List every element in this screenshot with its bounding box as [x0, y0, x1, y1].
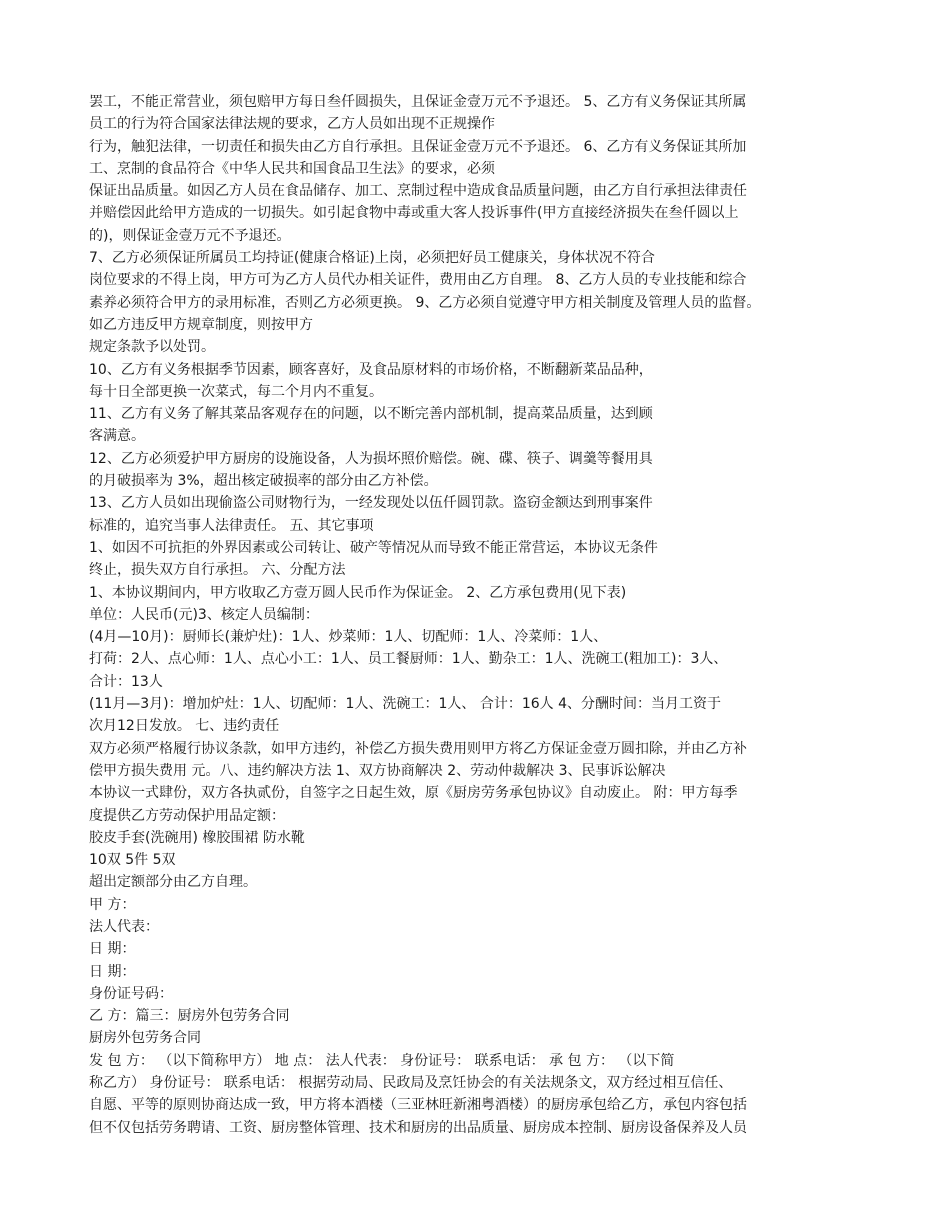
- text-line: 11、乙方有义务了解其菜品客观存在的问题，以不断完善内部机制，提高菜品质量，达到顾: [89, 406, 653, 423]
- text-line: 的月破损率为 3%，超出核定破损率的部分由乙方补偿。: [89, 473, 438, 490]
- text-line: 厨房外包劳务合同: [89, 1030, 201, 1047]
- text-line: 标准的，追究当事人法律责任。 五、其它事项: [89, 517, 374, 534]
- text-line: 7、乙方必须保证所属员工均持证(健康合格证)上岗，必须把好员工健康关，身体状况不符合: [89, 250, 655, 267]
- text-line: 甲 方：: [89, 896, 136, 913]
- text-line: 合计：13人: [89, 673, 163, 690]
- text-line: 打荷：2人、点心师：1人、点心小工：1人、员工餐厨师：1人、勤杂工：1人、洗碗工(粗加工)：3人、: [89, 651, 728, 668]
- text-line: 岗位要求的不得上岗，甲方可为乙方人员代办相关证件，费用由乙方自理。 8、乙方人员的专业技能和综合: [89, 272, 747, 289]
- text-line: 规定条款予以处罚。: [89, 339, 215, 356]
- text-line: (11月—3月)：增加炉灶：1人、切配师：1人、洗碗工：1人、 合计：16人 4、分酬时间：当月工资于: [89, 696, 721, 713]
- text-line: 乙 方：篇三：厨房外包劳务合同: [89, 1008, 290, 1025]
- text-line: 行为，触犯法律，一切责任和损失由乙方自行承担。且保证金壹万元不予退还。 6、乙方有义务保证其所加: [89, 138, 747, 155]
- text-line: 并赔偿因此给甲方造成的一切损失。如引起食物中毒或重大客人投诉事件(甲方直接经济损失在叁仟圆以上: [89, 205, 739, 222]
- text-line: 10、乙方有义务根据季节因素，顾客喜好，及食品原材料的市场价格，不断翻新菜品品种，: [89, 361, 653, 378]
- text-line: (4月—10月)：厨师长(兼炉灶)：1人、炒菜师：1人、切配师：1人、冷菜师：1人、: [89, 629, 608, 646]
- text-line: 罢工，不能正常营业，须包赔甲方每日叁仟圆损失，且保证金壹万元不予退还。 5、乙方有义务保证其所属: [89, 94, 747, 110]
- text-line: 超出定额部分由乙方自理。: [89, 874, 257, 891]
- document-body: [89, 91, 864, 1139]
- text-line: 但不仅包括劳务聘请、工资、厨房整体管理、技术和厨房的出品质量、厨房成本控制、厨房设备保养及人员: [89, 1119, 747, 1136]
- text-line: 客满意。: [89, 428, 145, 445]
- text-line: 次月12日发放。 七、违约责任: [89, 718, 280, 735]
- text-line: 双方必须严格履行协议条款，如甲方违约，补偿乙方损失费用则甲方将乙方保证金壹万圆扣除，并由乙方补: [89, 740, 747, 757]
- text-line: 度提供乙方劳动保护用品定额：: [89, 807, 285, 824]
- text-line: 12、乙方必须爱护甲方厨房的设施设备，人为损坏照价赔偿。碗、碟、筷子、调羹等餐用具: [89, 450, 653, 467]
- text-line: 偿甲方损失费用 元。八、违约解决方法 1、双方协商解决 2、劳动仲裁解决 3、民事诉讼解决: [89, 762, 666, 779]
- text-line: 发 包 方： （以下简称甲方） 地 点： 法人代表： 身份证号： 联系电话： 承 包 方： （以下简: [89, 1052, 675, 1069]
- text-line: 员工的行为符合国家法律法规的要求，乙方人员如出现不正规操作: [89, 116, 495, 133]
- text-line: 1、本协议期间内，甲方收取乙方壹万圆人民币作为保证金。 2、乙方承包费用(见下表): [89, 584, 627, 601]
- text-line: 本协议一式肆份，双方各执贰份，自签字之日起生效，原《厨房劳务承包协议》自动废止。 附：甲方每季: [89, 785, 738, 802]
- text-line: 终止，损失双方自行承担。 六、分配方法: [89, 562, 346, 579]
- text-line: 如乙方违反甲方规章制度，则按甲方: [89, 316, 313, 333]
- text-line: 日 期：: [89, 941, 136, 958]
- text-line: 胶皮手套(洗碗用) 橡胶围裙 防水靴: [89, 829, 305, 846]
- text-line: 保证出品质量。如因乙方人员在食品储存、加工、烹制过程中造成食品质量问题，由乙方自行承担法律责任: [89, 183, 747, 200]
- text-line: 1、如因不可抗拒的外界因素或公司转让、破产等情况从而导致不能正常营运，本协议无条件: [89, 539, 658, 556]
- text-line: 身份证号码：: [89, 985, 173, 1002]
- text-line: 日 期：: [89, 963, 136, 980]
- text-line: 称乙方） 身份证号： 联系电话： 根据劳动局、民政局及烹饪协会的有关法规条文，双方经过相互信任、: [89, 1075, 733, 1092]
- text-line: 素养必须符合甲方的录用标准，否则乙方必须更换。 9、乙方必须自觉遵守甲方相关制度及管理人员的监督。: [89, 294, 761, 311]
- text-line: 每十日全部更换一次菜式，每二个月内不重复。: [89, 383, 383, 400]
- text-line: 的)，则保证金壹万元不予退还。: [89, 227, 291, 244]
- text-line: 单位：人民币(元)3、核定人员编制：: [89, 606, 319, 623]
- text-line: 13、乙方人员如出现偷盗公司财物行为，一经发现处以伍仟圆罚款。盗窃金额达到刑事案件: [89, 495, 653, 512]
- text-line: 工、烹制的食品符合《中华人民共和国食品卫生法》的要求，必须: [89, 160, 495, 177]
- text-line: 法人代表：: [89, 918, 159, 935]
- text-line: 自愿、平等的原则协商达成一致，甲方将本酒楼（三亚林旺新湘粤酒楼）的厨房承包给乙方，承包内容包括: [89, 1097, 747, 1114]
- text-line: 10双 5件 5双: [89, 852, 176, 869]
